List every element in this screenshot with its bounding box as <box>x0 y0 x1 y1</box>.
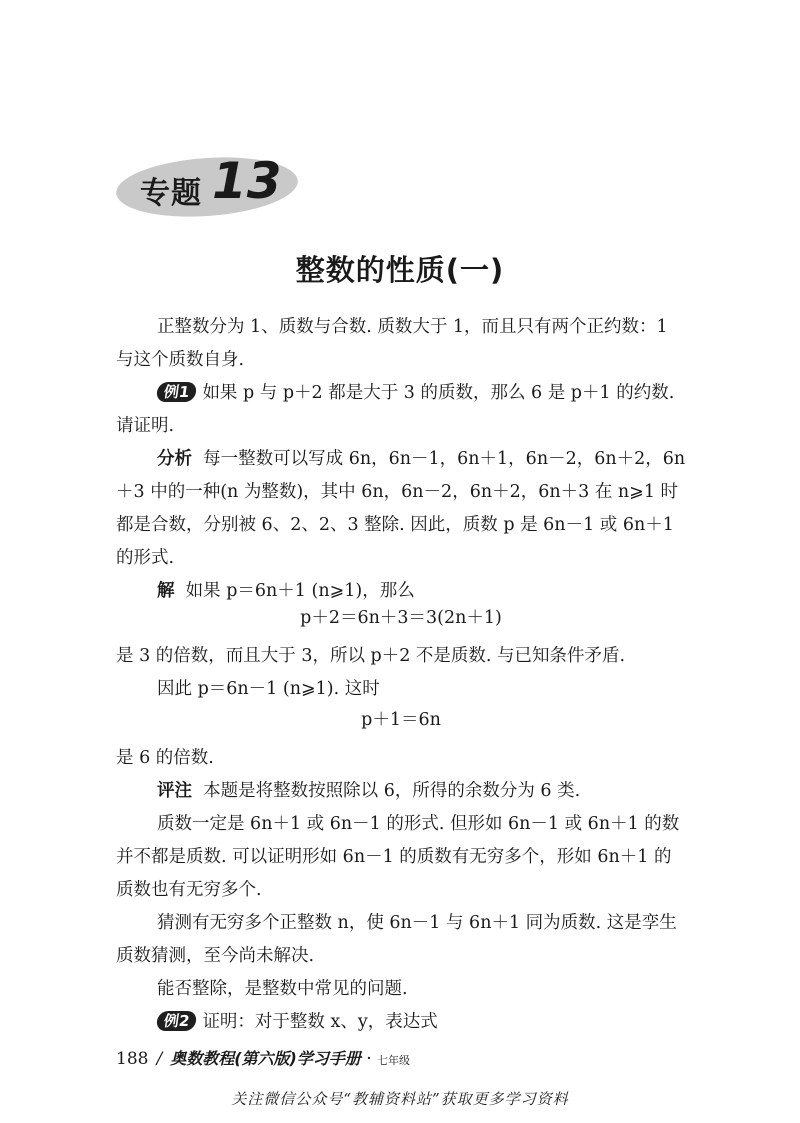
page-number: 188 <box>116 1049 149 1069</box>
comment-paragraph-3: 猜测有无穷多个正整数 n，使 6n－1 与 6n＋1 同为质数. 这是孪生质数猜测，至今尚未解决. <box>116 913 677 966</box>
example-2-tag: 例2 <box>156 1011 198 1031</box>
analysis-text: 每一整数可以写成 6n，6n－1，6n＋1，6n－2，6n＋2，6n＋3 中的一种(n 为整数)，其中 6n，6n－2，6n＋2，6n＋3 在 n⩾1 时都是合数，分别被 6、2、2、3 整除. 因此，质数 p 是 6n－1 或 6n＋1 的形式. <box>116 449 686 568</box>
topic-badge-number: 13 <box>212 152 282 210</box>
equation-2: p＋1＝6n <box>361 710 441 730</box>
footer-separator: / <box>156 1049 163 1069</box>
topic-badge-word: 专题 <box>140 176 202 211</box>
example-1-tag: 例1 <box>156 382 198 402</box>
example-1 <box>116 377 686 443</box>
after-equation-2: 是 6 的倍数. <box>116 748 214 768</box>
watermark-text: 关注微信公众号“教辅资料站”获取更多学习资料 <box>231 1090 569 1108</box>
comment-paragraph-4: 能否整除，是整数中常见的问题. <box>157 979 408 999</box>
analysis-paragraph <box>116 443 686 575</box>
equation-1: p＋2＝6n＋3＝3(2n＋1) <box>300 608 502 628</box>
analysis-label: 分析 <box>157 449 192 469</box>
page-footer <box>116 1046 410 1069</box>
intro-paragraph: 正整数分为 1、质数与合数. 质数大于 1，而且只有两个正约数：1 与这个质数自身. <box>116 317 668 370</box>
example-1-text: 如果 p 与 p＋2 都是大于 3 的质数，那么 6 是 p＋1 的约数. 请证明. <box>116 383 675 436</box>
comment-text: 本题是将整数按照除以 6，所得的余数分为 6 类. <box>203 781 581 801</box>
therefore-line: 因此 p＝6n－1 (n⩾1). 这时 <box>157 679 380 699</box>
comment-label: 评注 <box>157 781 192 801</box>
example-2 <box>116 1006 686 1039</box>
footer-book-title: 奥数教程(第六版)学习手册 <box>170 1049 361 1068</box>
footer-grade: 七年级 <box>377 1054 411 1067</box>
comment-paragraph <box>116 775 686 808</box>
footer-dot: · <box>366 1049 372 1069</box>
example-2-text: 证明：对于整数 x、y，表达式 <box>202 1012 438 1032</box>
page-title: 整数的性质(一) <box>295 253 505 287</box>
after-equation-1: 是 3 的倍数，而且大于 3，所以 p＋2 不是质数. 与已知条件矛盾. <box>116 646 626 666</box>
solution-text: 如果 p＝6n＋1 (n⩾1)，那么 <box>185 581 415 601</box>
solution-label: 解 <box>157 581 175 601</box>
comment-paragraph-2: 质数一定是 6n＋1 或 6n－1 的形式. 但形如 6n－1 或 6n＋1 的数并不都是质数. 可以证明形如 6n－1 的质数有无穷多个，形如 6n＋1 的质数也有无穷多个. <box>116 814 680 900</box>
